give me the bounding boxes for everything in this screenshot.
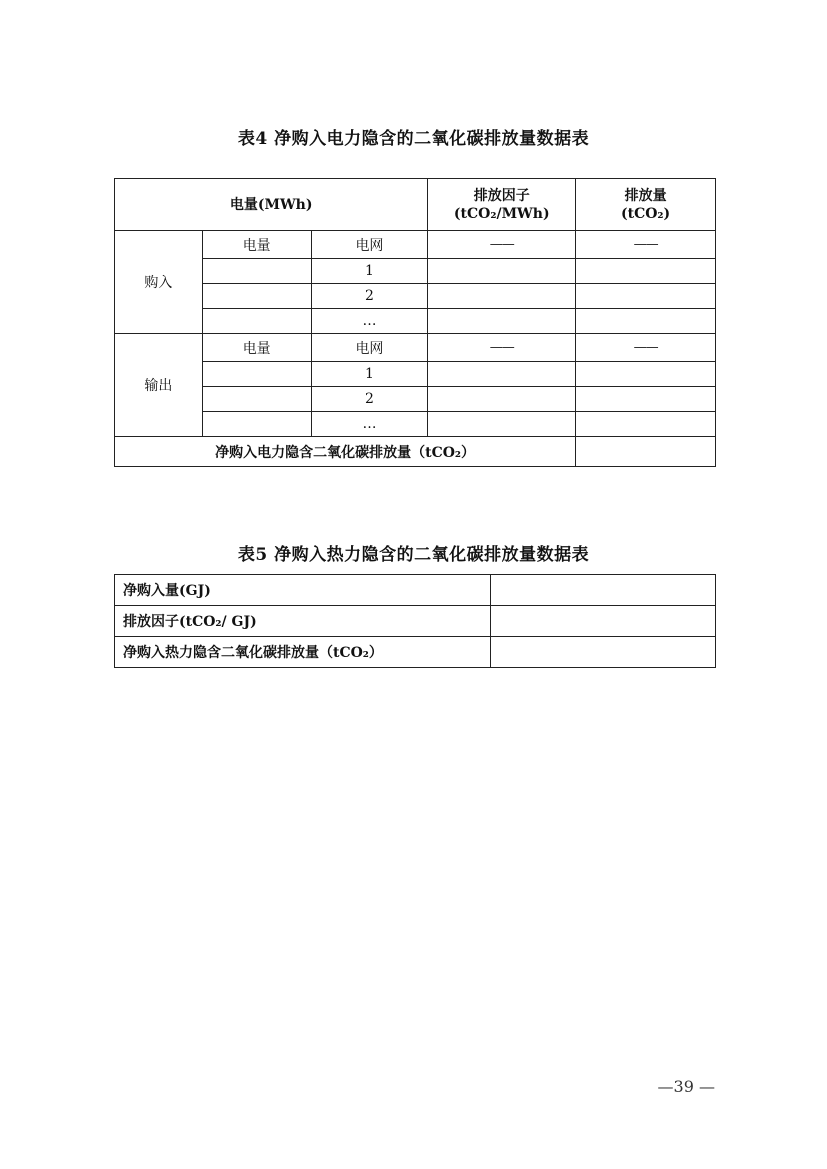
output-emission-cell (576, 387, 716, 412)
purchase-grid-subheader: 电网 (311, 231, 428, 259)
output-emission-cell (576, 362, 716, 387)
emission-header-line2: (tCO₂) (621, 205, 671, 222)
output-label: 输出 (115, 334, 203, 437)
table-row (115, 284, 716, 309)
table4-header-row (115, 179, 716, 231)
purchase-emission-cell (576, 284, 716, 309)
table-row (115, 412, 716, 437)
purchase-electricity-cell (202, 309, 311, 334)
output-electricity-subheader: 电量 (202, 334, 311, 362)
table4-footer-row (115, 437, 716, 467)
purchase-grid-cell: … (311, 309, 428, 334)
output-emission-cell (576, 412, 716, 437)
output-electricity-cell (202, 412, 311, 437)
electricity-header: 电量(MWh) (115, 179, 428, 231)
emission-factor-header (428, 179, 576, 231)
output-subheader-row (115, 334, 716, 362)
emission-factor-header-line1: 排放因子 (473, 187, 530, 204)
purchased-electricity-emissions-table (114, 178, 716, 467)
purchase-electricity-subheader: 电量 (202, 231, 311, 259)
table-row (115, 387, 716, 412)
table-row (115, 259, 716, 284)
heat-emission-factor-value (491, 606, 716, 637)
purchase-electricity-cell (202, 284, 311, 309)
purchase-factor-cell (428, 309, 576, 334)
table-row (115, 309, 716, 334)
emission-factor-header-line2: (tCO₂/MWh) (453, 205, 550, 222)
net-heat-emission-label: 净购入热力隐含二氧化碳排放量（tCO₂） (115, 637, 491, 668)
purchase-factor-cell (428, 284, 576, 309)
output-factor-dash: —— (428, 334, 576, 362)
net-heat-purchase-label: 净购入量(GJ) (115, 575, 491, 606)
purchase-electricity-cell (202, 259, 311, 284)
purchase-factor-cell (428, 259, 576, 284)
purchase-grid-cell: 1 (311, 259, 428, 284)
purchase-emission-cell (576, 309, 716, 334)
net-heat-emission-value (491, 637, 716, 668)
purchased-heat-emissions-table (114, 574, 716, 668)
purchase-label: 购入 (115, 231, 203, 334)
table-row (115, 362, 716, 387)
purchase-subheader-row (115, 231, 716, 259)
net-electricity-emission-value (576, 437, 716, 467)
output-factor-cell (428, 387, 576, 412)
purchase-factor-dash: —— (428, 231, 576, 259)
output-grid-cell: 1 (311, 362, 428, 387)
purchase-emission-cell (576, 259, 716, 284)
table5-title: 表5 净购入热力隐含的二氧化碳排放量数据表 (237, 545, 590, 565)
output-electricity-cell (202, 362, 311, 387)
heat-emission-factor-label: 排放因子(tCO₂/ GJ) (115, 606, 491, 637)
output-emission-dash: —— (576, 334, 716, 362)
net-electricity-emission-label: 净购入电力隐含二氧化碳排放量（tCO₂） (115, 437, 576, 467)
table-row (115, 637, 716, 668)
output-factor-cell (428, 362, 576, 387)
output-grid-cell: 2 (311, 387, 428, 412)
purchase-grid-cell: 2 (311, 284, 428, 309)
output-electricity-cell (202, 387, 311, 412)
output-grid-subheader: 电网 (311, 334, 428, 362)
table-row (115, 575, 716, 606)
purchase-emission-dash: —— (576, 231, 716, 259)
net-heat-purchase-value (491, 575, 716, 606)
table4-title: 表4 净购入电力隐含的二氧化碳排放量数据表 (237, 129, 590, 149)
output-grid-cell: … (311, 412, 428, 437)
emission-header (576, 179, 716, 231)
emission-header-line1: 排放量 (624, 187, 667, 204)
table-row (115, 606, 716, 637)
page-number: —39 — (657, 1077, 715, 1096)
output-factor-cell (428, 412, 576, 437)
